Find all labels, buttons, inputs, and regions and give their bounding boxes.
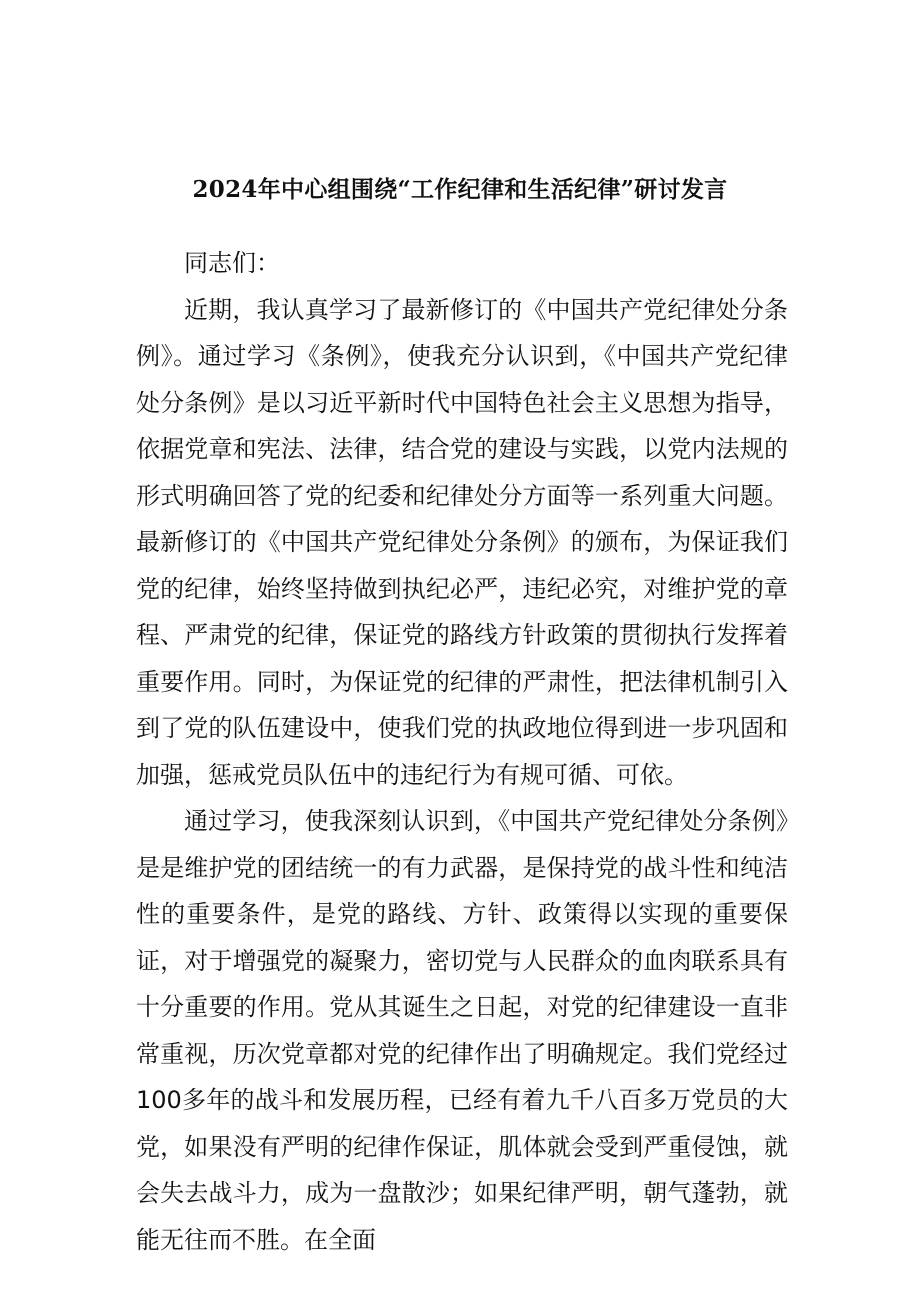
paragraph-2: 通过学习，使我深刻认识到，《中国共产党纪律处分条例》是是维护党的团结统一的有力武器，是保持党的战斗性和纯洁性的重要条件，是党的路线、方针、政策得以实现的重要保证，对于增强党的凝聚力，密切党与人民群众的血肉联系具有十分重要的作用。党从其诞生之日起，对党的纪律建设一直非常重视，历次党章都对党的纪律作出了明确规定。我们党经过100多年的战斗和发展历程，已经有着九千八百多万党员的大党，如果没有严明的纪律作保证，肌体就会受到严重侵蚀，就会失去战斗力，成为一盘散沙；如果纪律严明，朝气蓬勃，就能无往而不胜。在全面 — [136, 807, 788, 1254]
document-title: 2024年中心组围绕“工作纪律和生活纪律”研讨发言 — [192, 176, 728, 203]
salutation: 同志们： — [184, 249, 280, 277]
paragraph-1: 近期，我认真学习了最新修订的《中国共产党纪律处分条例》。通过学习《条例》，使我充分认识到，《中国共产党纪律处分条例》是以习近平新时代中国特色社会主义思想为指导，依据党章和宪法、法律，结合党的建设与实践，以党内法规的形式明确回答了党的纪委和纪律处分方面等一系列重大问题。最新修订的《中国共产党纪律处分条例》的颁布，为保证我们党的纪律，始终坚持做到执纪必严，违纪必究，对维护党的章程、严肃党的纪律，保证党的路线方针政策的贯彻执行发挥着重要作用。同时，为保证党的纪律的严肃性，把法律机制引入到了党的队伍建设中，使我们党的执政地位得到进一步巩固和加强，惩戒党员队伍中的违纪行为有规可循、可依。 — [136, 295, 788, 789]
document-body — [136, 240, 788, 1263]
